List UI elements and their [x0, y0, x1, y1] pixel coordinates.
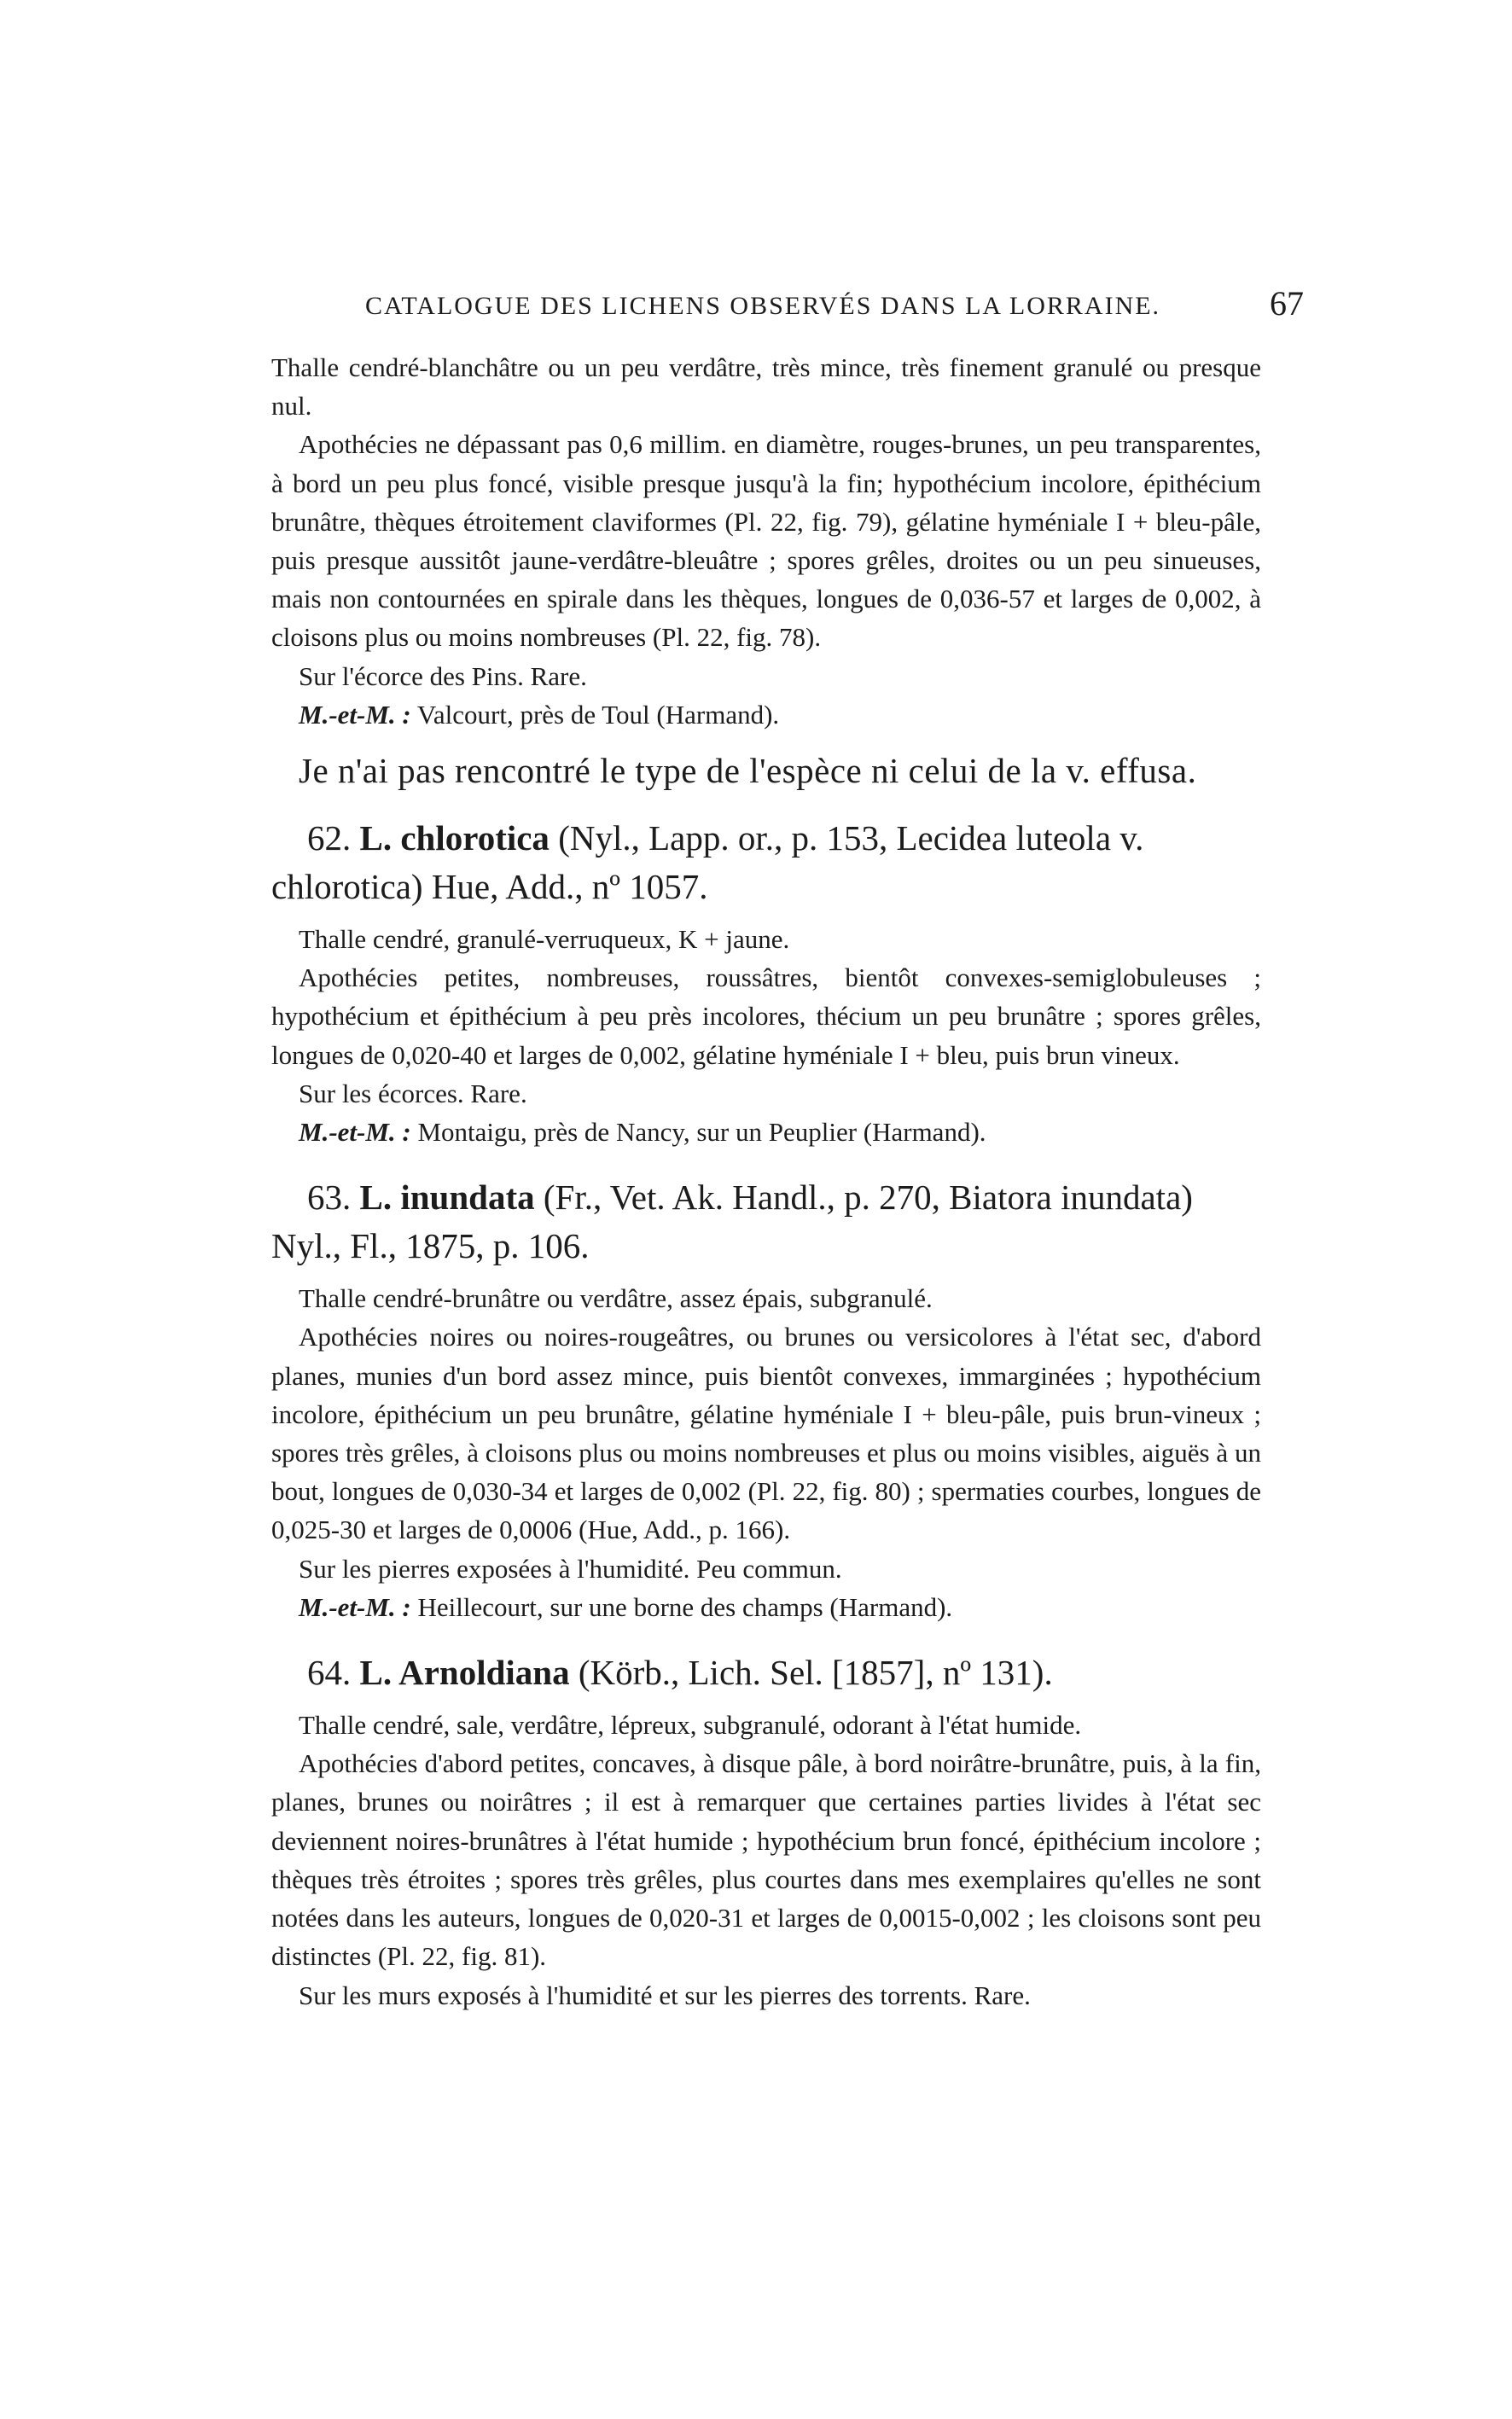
paragraph: Thalle cendré, granulé-verruqueux, K + jaune. — [299, 924, 790, 955]
header-title: CATALOGUE DES LICHENS OBSERVÉS DANS LA LORRAINE. — [365, 292, 1161, 320]
species-name: L. chlorotica — [359, 818, 550, 858]
species-reference: (Körb., Lich. Sel. [1857], nº 131). — [569, 1653, 1053, 1693]
species-number: 64. — [307, 1653, 360, 1693]
locality-label: M.-et-M. : — [299, 1117, 411, 1148]
locality-label: M.-et-M. : — [299, 699, 411, 730]
author-note: Je n'ai pas rencontré le type de l'espèce ni celui de la v. effusa. — [299, 751, 1197, 791]
running-header — [365, 284, 1304, 323]
paragraph: Thalle cendré-brunâtre ou verdâtre, assez épais, subgranulé. — [299, 1283, 933, 1314]
species-heading-64 — [271, 1649, 1261, 1697]
locality-text: Valcourt, près de Toul (Harmand). — [410, 699, 780, 730]
locality-label: M.-et-M. : — [299, 1591, 411, 1622]
species-reference: (Nyl., Lapp. or., p. 153, Lecidea luteola v. chlorotica) Hue, Add., nº 1057. — [271, 818, 1144, 907]
paragraph: Apothécies ne dépassant pas 0,6 millim. en diamètre, rouges-brunes, un peu transparentes, à bord un peu plus foncé, visible presque jusqu'à la fin; hypothécium incolore, épithécium brunâtre, thèques étroitement claviformes (Pl. 22, fig. 79), gélatine hyméniale I + bleu-pâle, puis presque aussitôt jaune-verdâtre-bleuâtre ; spores grêles, droites ou un peu sinueuses, mais non contournées en spirale dans les thèques, longues de 0,036-57 et larges de 0,002, à cloisons plus ou moins nombreuses (Pl. 22, fig. 78). — [271, 429, 1261, 653]
paragraph: Apothécies d'abord petites, concaves, à disque pâle, à bord noirâtre-brunâtre, puis, à la fin, planes, brunes ou noirâtres ; il est à remarquer que certaines parties livides à l'état sec deviennent noires-brunâtres à l'état humide ; hypothécium brun foncé, épithécium incolore ; thèques très étroites ; spores très grêles, plus courtes dans mes exemplaires qu'elles ne sont notées dans les auteurs, longues de 0,020-31 et larges de 0,0015-0,002 ; les cloisons sont peu distinctes (Pl. 22, fig. 81). — [271, 1748, 1261, 1972]
habitat-line: Sur les pierres exposées à l'humidité. Peu commun. — [299, 1553, 842, 1584]
locality-text: Montaigu, près de Nancy, sur un Peuplier (Harmand). — [410, 1117, 986, 1148]
species-name: L. inundata — [359, 1178, 535, 1218]
page-number: 67 — [1270, 284, 1304, 323]
habitat-line: Sur les murs exposés à l'humidité et sur les pierres des torrents. Rare. — [299, 1980, 1031, 2010]
locality-line — [271, 1588, 1261, 1626]
locality-line — [271, 695, 1261, 734]
species-number: 63. — [307, 1178, 360, 1218]
paragraph: Apothécies noires ou noires-rougeâtres, ou brunes ou versicolores à l'état sec, d'abord planes, munies d'un bord assez mince, puis bientôt convexes, immarginées ; hypothécium incolore, épithécium un peu brunâtre, gélatine hyméniale I + bleu-pâle, puis brun-vineux ; spores très grêles, à cloisons plus ou moins nombreuses et plus ou moins visibles, aiguës à un bout, longues de 0,030-34 et larges de 0,002 (Pl. 22, fig. 80) ; spermaties courbes, longues de 0,025-30 et larges de 0,0006 (Hue, Add., p. 166). — [271, 1322, 1261, 1545]
habitat-line: Sur l'écorce des Pins. Rare. — [299, 660, 587, 691]
species-reference: (Fr., Vet. Ak. Handl., p. 270, Biatora inundata) Nyl., Fl., 1875, p. 106. — [271, 1178, 1193, 1266]
paragraph: Thalle cendré-blanchâtre ou un peu verdâtre, très mince, très finement granulé ou presque nul. — [271, 352, 1261, 422]
species-name: L. Arnoldiana — [359, 1653, 570, 1693]
locality-line — [271, 1113, 1261, 1151]
text-body — [271, 348, 1261, 2015]
habitat-line: Sur les écorces. Rare. — [299, 1078, 527, 1108]
locality-text: Heillecourt, sur une borne des champs (Harmand). — [410, 1591, 953, 1622]
paragraph: Apothécies petites, nombreuses, roussâtres, bientôt convexes-semiglobuleuses ; hypothécium et épithécium à peu près incolores, thécium un peu brunâtre ; spores grêles, longues de 0,020-40 et larges de 0,002, gélatine hyméniale I + bleu, puis brun vineux. — [271, 962, 1261, 1070]
species-heading-63 — [271, 1173, 1261, 1271]
species-number: 62. — [307, 818, 360, 858]
paragraph: Thalle cendré, sale, verdâtre, lépreux, subgranulé, odorant à l'état humide. — [299, 1710, 1082, 1741]
species-heading-62 — [271, 814, 1261, 911]
